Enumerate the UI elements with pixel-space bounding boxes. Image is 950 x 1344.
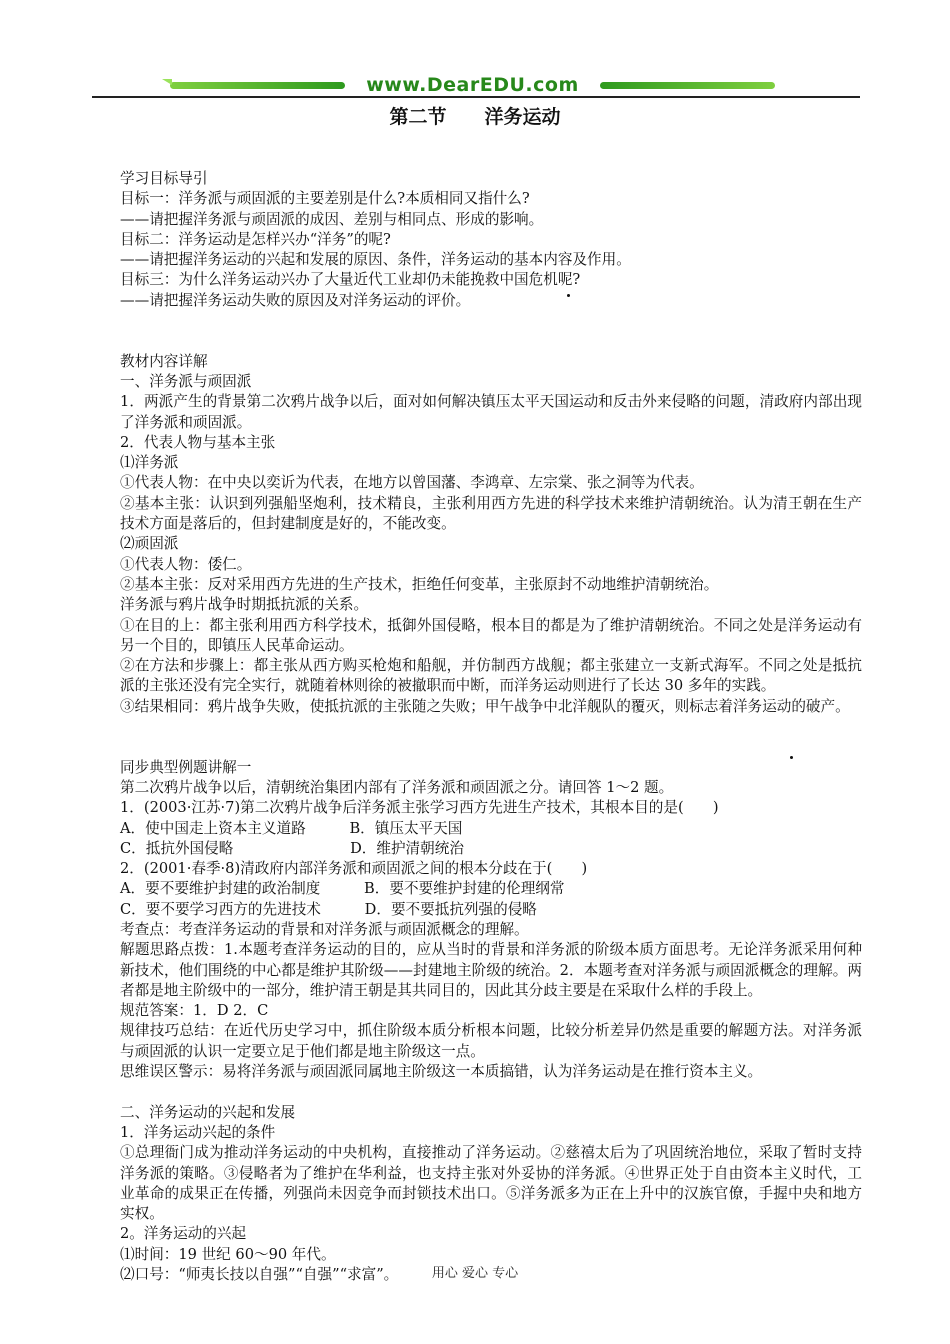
paragraph: 2．代表人物与基本主张 (120, 433, 276, 451)
section-heading: 一、洋务派与顽固派 (120, 372, 252, 390)
paragraph: ②在方法和步骤上：都主张从西方购买枪炮和船舰，并仿制西方战舰；都主张建立一支新式海军。不同之处是抵抗派的主张还没有完全实行，就随着林则徐的被撤职而中断，而洋务运动则进行了长达 30 多年的实践。 (120, 657, 862, 695)
guide-line: 目标一：洋务派与顽固派的主要差别是什么?本质相同又指什么? (120, 190, 530, 208)
guide-line: ——请把握洋务运动的兴起和发展的原因、条件，洋务运动的基本内容及作用。 (120, 251, 631, 269)
guide-line: 目标二：洋务运动是怎样兴办“洋务”的呢? (120, 230, 391, 248)
paragraph: ②基本主张：认识到列强船坚炮利，技术精良，主张利用西方先进的科学技术来维护清朝统治。认为清王朝在生产技术方面是落后的，但封建制度是好的，不能改变。 (120, 494, 862, 533)
example-heading: 同步典型例题讲解一 (120, 758, 252, 776)
paragraph: ①代表人物：在中央以奕䜣为代表，在地方以曾国藩、李鸿章、左宗棠、张之洞等为代表。 (120, 474, 704, 492)
site-logo: www.DearEDU.com (366, 74, 579, 96)
header-banner (170, 74, 775, 96)
question: 2．(2001·春季·8)清政府内部洋务派和顽固派之间的根本分歧在于( ) (120, 860, 588, 878)
stray-dot (567, 294, 570, 297)
header-rule (92, 96, 860, 98)
paragraph: 洋务派与鸦片战争时期抵抗派的关系。 (120, 596, 369, 614)
paragraph: 2。洋务运动的兴起 (120, 1225, 247, 1243)
question-options: A．使中国走上资本主义道路 B．镇压太平天国 (120, 819, 463, 837)
page-title: 第二节 洋务运动 (389, 106, 561, 128)
paragraph: ⑴时间：19 世纪 60～90 年代。 (120, 1245, 336, 1263)
exam-point: 考查点：考查洋务运动的背景和对洋务派与顽固派概念的理解。 (120, 920, 529, 938)
paragraph: ③结果相同：鸦片战争失败，使抵抗派的主张随之失败；甲午战争中北洋舰队的覆灭，则标志着洋务运动的破产。 (120, 697, 850, 715)
guide-line: ——请把握洋务运动失败的原因及对洋务运动的评价。 (120, 291, 471, 309)
paragraph: ⑵顽固派 (120, 535, 179, 553)
content-heading: 教材内容详解 (120, 352, 208, 370)
paragraph: ①在目的上：都主张利用西方科学技术，抵御外国侵略，根本目的都是为了维护清朝统治。不同之处是洋务运动有另一个目的，即镇压人民革命运动。 (120, 616, 862, 654)
page-footer: 用心 爱心 专心 (431, 1266, 519, 1281)
paragraph: ②基本主张：反对采用西方先进的生产技术，拒绝任何变革，主张原封不动地维护清朝统治。 (120, 575, 719, 593)
paragraph: ①总理衙门成为推动洋务运动的中央机构，直接推动了洋务运动。②慈禧太后为了巩固统治地位，采取了暂时支持洋务派的策略。③侵略者为了维护在华利益，也支持主张对外妥协的洋务派。④世界正处于自由资本主义时代，工业革命的成果正在传播，列强尚未因竞争而封锁技术出口。⑤洋务派多为正在上升中的汉族官僚，手握中央和地方实权。 (120, 1144, 862, 1223)
banner-left-stroke (170, 82, 345, 89)
question-options: C．抵抗外国侵略 D．维护清朝统治 (120, 839, 464, 857)
technique-summary: 规律技巧总结：在近代历史学习中，抓住阶级本质分析根本问题，比较分析差异仍然是重要的解题方法。对洋务派与顽固派的认识一定要立足于他们都是地主阶级这一点。 (120, 1022, 862, 1060)
paragraph: 1．两派产生的背景第二次鸦片战争以后，面对如何解决镇压太平天国运动和反击外来侵略的问题，清政府内部出现了洋务派和顽固派。 (120, 393, 862, 431)
paragraph: ①代表人物：倭仁。 (120, 555, 252, 573)
question-options: A．要不要维护封建的政治制度 B．要不要维护封建的伦理纲常 (120, 880, 565, 898)
paragraph: 1．洋务运动兴起的条件 (120, 1123, 276, 1141)
guide-line: 目标三：为什么洋务运动兴办了大量近代工业却仍未能挽救中国危机呢? (120, 271, 581, 289)
answer: 规范答案：1．D 2．C (120, 1002, 269, 1020)
section-heading: 二、洋务运动的兴起和发展 (120, 1103, 296, 1121)
solution-hint: 解题思路点拨：1.本题考查洋务运动的目的，应从当时的背景和洋务派的阶级本质方面思考。无论洋务派采用何种新技术，他们围绕的中心都是维护其阶级——封建地主阶级的统治。2．本题考查对洋务派与顽固派概念的理解。两者都是地主阶级中的一部分，维护清王朝是其共同目的，因此其分歧主要是在采取什么样的手段上。 (120, 941, 862, 999)
question: 1．(2003·江苏·7)第二次鸦片战争后洋务派主张学习西方先进生产技术，其根本目的是( ) (120, 799, 719, 817)
guide-line: ——请把握洋务派与顽固派的成因、差别与相同点、形成的影响。 (120, 210, 544, 228)
paragraph: ⑵口号：“师夷长技以自强”“自强”“求富”。 (120, 1266, 399, 1284)
misconception-warning: 思维误区警示：易将洋务派与顽固派同属地主阶级这一本质搞错，认为洋务运动是在推行资本主义。 (120, 1063, 763, 1081)
stray-dot (790, 756, 793, 759)
question-options: C．要不要学习西方的先进技术 D．要不要抵抗列强的侵略 (120, 900, 537, 918)
example-intro: 第二次鸦片战争以后，清朝统治集团内部有了洋务派和顽固派之分。请回答 1～2 题。 (120, 778, 674, 796)
banner-right-stroke (600, 82, 775, 89)
document-body (120, 169, 862, 1285)
paragraph: ⑴洋务派 (120, 454, 179, 472)
guide-heading: 学习目标导引 (120, 170, 208, 187)
